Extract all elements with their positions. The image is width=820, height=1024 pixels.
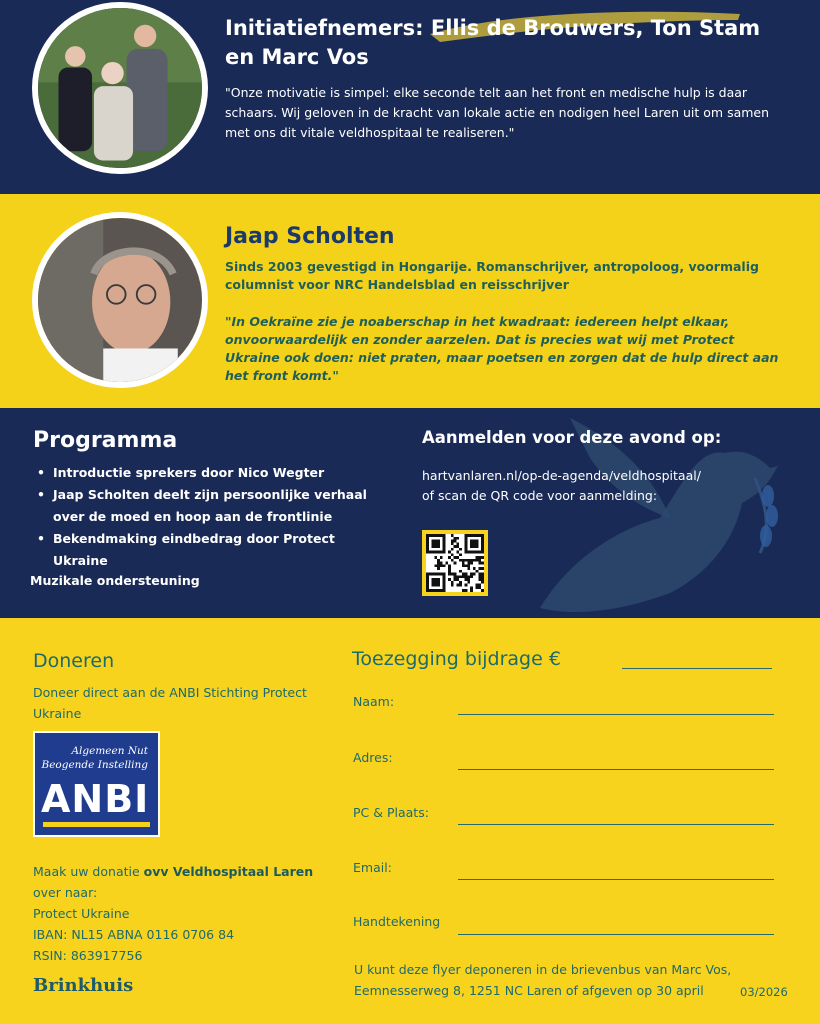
speaker-bio: Sinds 2003 gevestigd in Hongarije. Romanschrijver, antropoloog, voormalig columnist voor NRC Handelsblad en reisschrijver	[225, 259, 759, 292]
email-label: Email:	[353, 860, 392, 875]
name-label: Naam:	[353, 694, 395, 709]
donate-line-1	[33, 861, 333, 882]
program-extra: Muzikale ondersteuning	[30, 573, 200, 588]
signature-label: Handtekening	[353, 914, 441, 929]
registration-link[interactable]: hartvanlaren.nl/op-de-agenda/veldhospitaal/	[422, 468, 701, 483]
anbi-line2: Beogende Instelling	[41, 759, 148, 771]
address-field[interactable]	[458, 769, 774, 770]
donate-recipient: Protect Ukraine	[33, 906, 130, 921]
donate-reference: ovv Veldhospitaal Laren	[143, 864, 314, 879]
registration-info	[422, 466, 762, 506]
speaker-name: Jaap Scholten	[225, 224, 395, 249]
initiators-quote: "Onze motivatie is simpel: elke seconde telt aan het front en medische hulp is daar schaars. Wij geloven in de kracht van lokale actie en nodigen heel Laren uit om samen met ons dit vitale veldhospitaal te realiseren."	[225, 85, 770, 140]
email-field[interactable]	[458, 879, 774, 880]
list-item: • Introductie sprekers door Nico Wegter	[35, 462, 375, 484]
program-list	[35, 462, 375, 572]
address-label: Adres:	[353, 750, 393, 765]
signature-field[interactable]	[458, 934, 774, 935]
donate-instructions	[33, 861, 333, 966]
initiators-title: Initiatiefnemers: Ellis de Brouwers, Ton Stam en Marc Vos	[225, 16, 761, 69]
anbi-wordmark: ANBI	[41, 777, 150, 821]
registration-title: Aanmelden voor deze avond op:	[422, 428, 722, 447]
postcode-city-label: PC & Plaats:	[353, 805, 429, 820]
anbi-underline	[43, 822, 150, 827]
donate-prefix: Maak uw donatie	[33, 864, 144, 879]
qr-code-icon	[426, 534, 484, 592]
anbi-logo	[33, 731, 160, 837]
qr-code[interactable]	[422, 530, 488, 596]
initiators-photo	[32, 2, 208, 174]
donate-title: Doneren	[33, 650, 115, 672]
postcode-city-field[interactable]	[458, 824, 774, 825]
donate-text: Doneer direct aan de ANBI Stichting Protect Ukraine	[33, 685, 307, 721]
qr-instruction: of scan de QR code voor aanmelding:	[422, 488, 658, 503]
donate-rsin: RSIN: 863917756	[33, 948, 143, 963]
anbi-line1: Algemeen Nut	[71, 745, 148, 757]
program-title: Programma	[33, 428, 178, 453]
name-field[interactable]	[458, 714, 774, 715]
sponsor-logo: Brinkhuis	[33, 975, 134, 996]
speaker-photo	[32, 212, 208, 388]
deposit-note: U kunt deze flyer deponeren in de brievenbus van Marc Vos, Eemnesserweg 8, 1251 NC Laren of afgeven op 30 april	[354, 962, 732, 998]
list-item: • Jaap Scholten deelt zijn persoonlijke verhaal over de moed en hoop aan de frontlinie	[35, 484, 375, 528]
speaker-quote: "In Oekraïne zie je noaberschap in het kwadraat: iedereen helpt elkaar, onvoorwaardelijk en zonder aarzelen. Dat is precies wat wij met Protect Ukraine ook doen: niet praten, maar poetsen en zorgen dat de hulp direct aan het front komt."	[225, 314, 779, 383]
donate-line-2: over naar:	[33, 885, 98, 900]
list-item: • Bekendmaking eindbedrag door Protect Ukraine	[35, 528, 375, 572]
pledge-amount-field[interactable]	[622, 668, 772, 669]
flyer-date: 03/2026	[740, 985, 788, 999]
donate-iban: IBAN: NL15 ABNA 0116 0706 84	[33, 927, 235, 942]
pledge-title: Toezegging bijdrage €	[352, 648, 561, 670]
